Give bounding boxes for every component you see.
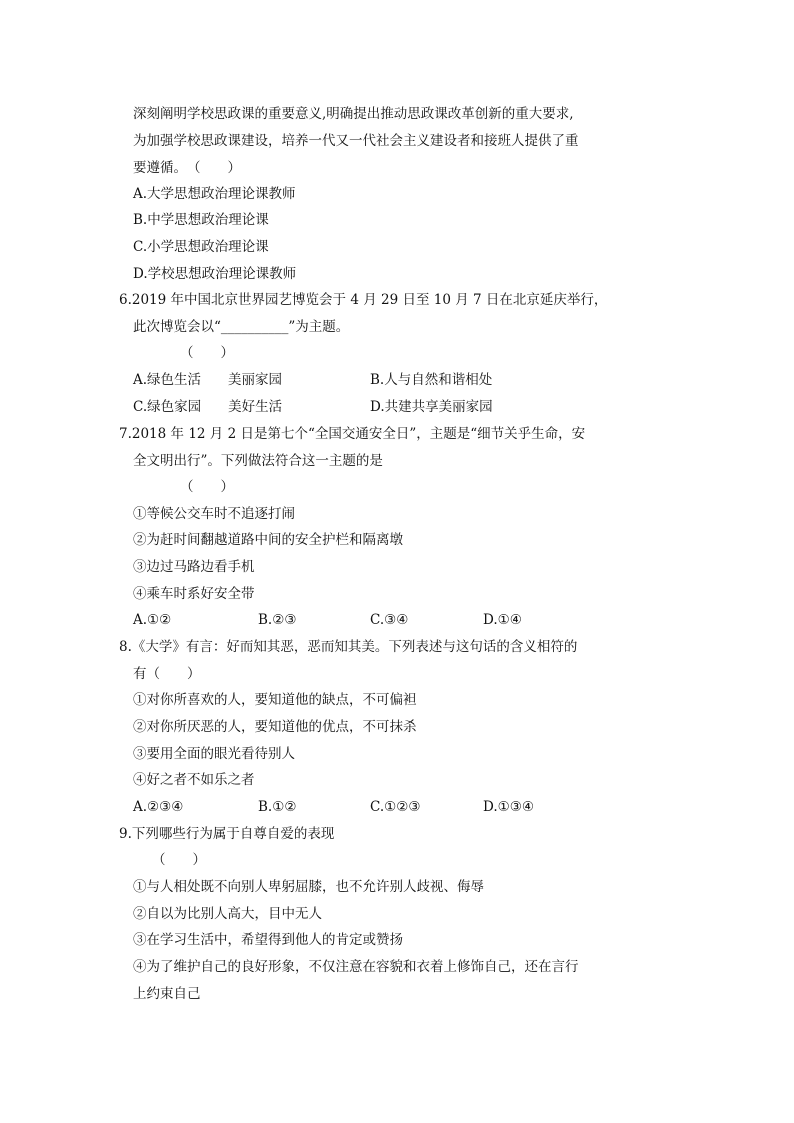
q5-stem-line-3: 要遵循。 （ ）	[133, 160, 241, 176]
q8-item-2: ②对你所厌恶的人，要知道他的优点，不可抹杀	[133, 719, 417, 735]
q6-stem-line-1: 6.2019 年中国北京世界园艺博览会于 4 月 29 日至 10 月 7 日在北京延庆举行，	[119, 292, 608, 308]
q9-item-4: ④为了维护自己的良好形象，不仅注意在容貌和衣着上修饰自己，还在言行	[133, 959, 579, 975]
q8-stem-line-1: 8.《大学》有言：好而知其恶，恶而知其美。下列表述与这句话的含义相符的	[119, 639, 578, 655]
q5-option-d: D.学校思想政治理论课教师	[133, 266, 297, 282]
q9-item-1: ①与人相处既不向别人卑躬屈膝，也不允许别人歧视、侮辱	[133, 879, 484, 895]
q8-option-c: C.①②③	[370, 799, 421, 815]
q5-option-c: C.小学思想政治理论课	[133, 239, 269, 255]
q9-stem-line-1: 9.下列哪些行为属于自尊自爱的表现	[119, 826, 335, 842]
q7-option-a: A.①②	[133, 612, 172, 628]
q7-item-2: ②为赶时间翻越道路中间的安全护栏和隔离墩	[133, 532, 403, 548]
q8-option-b: B.①②	[258, 799, 297, 815]
q6-option-a: A.绿色生活 美丽家园	[133, 372, 283, 388]
q6-option-c: C.绿色家园 美好生活	[133, 399, 283, 415]
q5-stem-line-1: 深刻阐明学校思政课的重要意义,明确提出推动思政课改革创新的重大要求,	[133, 106, 574, 122]
q5-stem-line-2: 为加强学校思政课建设，培养一代又一代社会主义建设者和接班人提供了重	[133, 133, 579, 149]
q6-option-d: D.共建共享美丽家园	[370, 399, 493, 415]
q7-option-d: D.①④	[483, 612, 522, 628]
q9-item-2: ②自以为比别人高大，目中无人	[133, 906, 322, 922]
q9-item-4-continued: 上约束自己	[133, 986, 201, 1002]
q7-option-c: C.③④	[370, 612, 409, 628]
q8-item-1: ①对你所喜欢的人，要知道他的缺点，不可偏袒	[133, 692, 417, 708]
q7-item-3: ③边过马路边看手机	[133, 559, 255, 575]
q7-item-1: ①等候公交车时不追逐打闹	[133, 506, 295, 522]
q8-stem-line-2: 有（ ）	[133, 666, 201, 682]
q8-item-4: ④好之者不如乐之者	[133, 772, 255, 788]
q9-answer-bracket: （ ）	[152, 852, 206, 868]
q7-stem-line-1: 7.2018 年 12 月 2 日是第七个“全国交通安全日”，主题是“细节关乎生命，安	[119, 426, 586, 442]
q5-option-a: A.大学思想政治理论课教师	[133, 186, 296, 202]
q7-item-4: ④乘车时系好安全带	[133, 586, 255, 602]
q8-option-a: A.②③④	[133, 799, 184, 815]
q9-item-3: ③在学习生活中，希望得到他人的肯定或赞扬	[133, 932, 403, 948]
q5-option-b: B.中学思想政治理论课	[133, 212, 269, 228]
q7-answer-bracket: （ ）	[180, 479, 234, 495]
q8-option-d: D.①③④	[483, 799, 534, 815]
q8-item-3: ③要用全面的眼光看待别人	[133, 746, 295, 762]
q7-stem-line-2: 全文明出行”。下列做法符合这一主题的是	[133, 453, 383, 469]
q6-option-b: B.人与自然和谐相处	[370, 372, 493, 388]
q6-answer-bracket: （ ）	[180, 345, 234, 361]
q6-stem-line-2: 此次博览会以“__________”为主题。	[133, 319, 350, 335]
q7-option-b: B.②③	[258, 612, 297, 628]
